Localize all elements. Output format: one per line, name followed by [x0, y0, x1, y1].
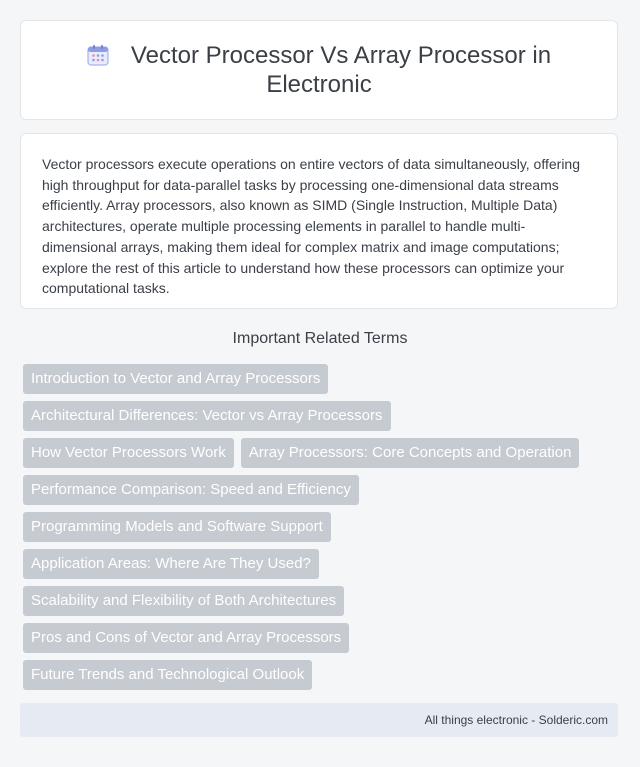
term-tag[interactable]: Performance Comparison: Speed and Efficiency [23, 475, 359, 505]
term-row [23, 438, 623, 468]
term-row [23, 660, 623, 690]
footer-text: All things electronic - Solderic.com [424, 713, 608, 727]
term-row [23, 512, 623, 542]
footer [20, 703, 618, 737]
title-card [20, 20, 618, 120]
term-tag[interactable]: Introduction to Vector and Array Processors [23, 364, 328, 394]
page-title: Vector Processor Vs Array Processor in Electronic [130, 42, 552, 98]
term-row [23, 364, 623, 394]
intro-card [20, 133, 618, 309]
term-row [23, 475, 623, 505]
related-terms-heading: Important Related Terms [232, 330, 408, 347]
term-tag[interactable]: Programming Models and Software Support [23, 512, 331, 542]
term-tag[interactable]: Scalability and Flexibility of Both Architectures [23, 586, 344, 616]
term-tag[interactable]: Pros and Cons of Vector and Array Processors [23, 623, 349, 653]
term-row [23, 623, 623, 653]
term-tag[interactable]: How Vector Processors Work [23, 438, 234, 468]
related-terms-list [23, 364, 623, 697]
term-tag[interactable]: Application Areas: Where Are They Used? [23, 549, 319, 579]
term-row [23, 549, 623, 579]
term-tag[interactable]: Array Processors: Core Concepts and Operation [241, 438, 580, 468]
intro-paragraph: Vector processors execute operations on entire vectors of data simultaneously, offering high throughput for data-parallel tasks by processing one-dimensional data streams efficiently. Array processors, also known as SIMD (Single Instruction, Multiple Data) architectures, operate multiple processing elements in parallel to handle multi-dimensional arrays, making them ideal for complex matrix and image computations; explore the rest of this article to understand how these processors can optimize your computational tasks. [42, 156, 581, 297]
page-title-wrap [21, 41, 617, 99]
calendar-icon [87, 44, 109, 66]
term-tag[interactable]: Future Trends and Technological Outlook [23, 660, 312, 690]
term-row [23, 401, 623, 431]
term-tag[interactable]: Architectural Differences: Vector vs Array Processors [23, 401, 391, 431]
term-row [23, 586, 623, 616]
